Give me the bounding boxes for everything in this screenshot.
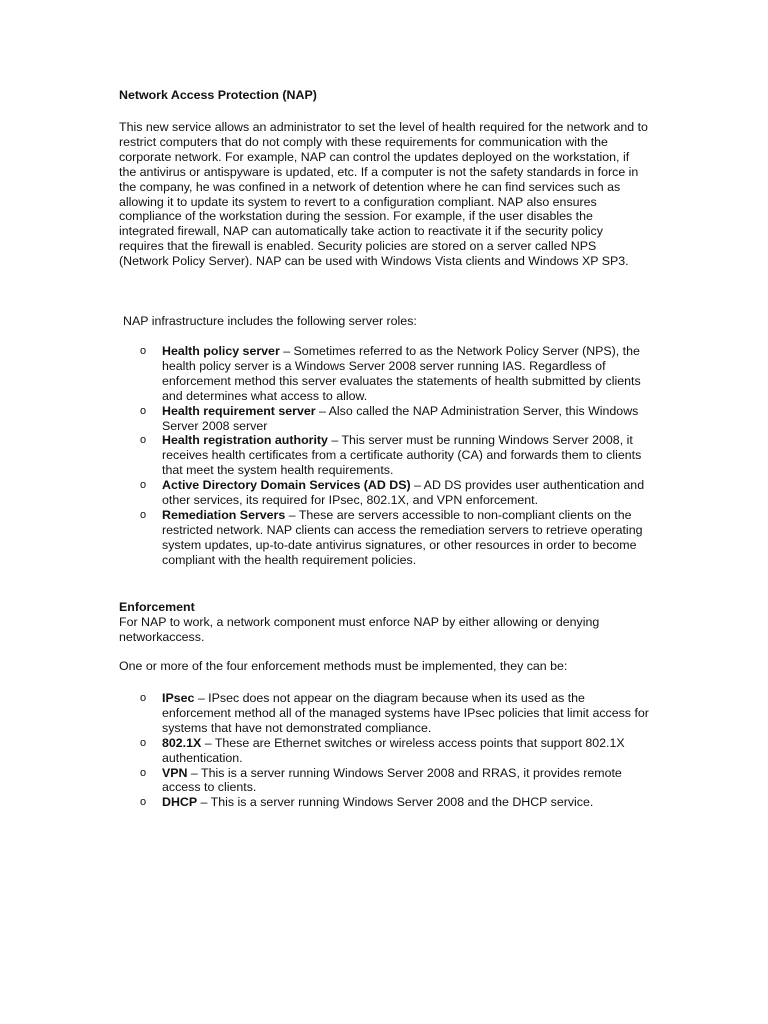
role-text: – This server must be running Windows Server 2008, it receives health certificates from a certificate authority (CA) and forwards them to clients that meet the system health requirements. (162, 433, 642, 478)
method-term: VPN (162, 765, 188, 780)
method-term: IPsec (162, 691, 195, 705)
method-text: – These are Ethernet switches or wireless access points that support 802.1X authentication. (162, 735, 625, 765)
list-item (140, 404, 650, 434)
method-text: – IPsec does not appear on the diagram because when its used as the enforcement method all of the managed systems have IPsec policies that limit access for systems that have not demonstrated compliance. (162, 691, 649, 735)
methods-intro: One or more of the four enforcement methods must be implemented, they can be: (119, 659, 568, 673)
list-item (140, 344, 650, 404)
role-text: – AD DS provides user authentication and other services, its required for IPsec, 802.1X, and VPN enforcement. (162, 478, 645, 508)
roles-intro: NAP infrastructure includes the following server roles: (123, 314, 417, 328)
method-text: – This is a server running Windows Server 2008 and the DHCP service. (197, 795, 594, 810)
list-item (140, 691, 650, 736)
role-text: – These are servers accessible to non-compliant clients on the restricted network. NAP clients can access the remediation servers to retrieve operating system updates, up-to-date antivirus signatures, or other resources in order to become compliant with the health requirement policies. (162, 507, 643, 567)
list-item (140, 795, 650, 810)
bullet-marker: o (140, 508, 147, 521)
bullet-marker: o (140, 404, 147, 417)
role-term: Active Directory Domain Services (AD DS) (162, 478, 411, 493)
bullet-marker: o (140, 796, 147, 809)
role-text: – Sometimes referred to as the Network Policy Server (NPS), the health policy server is a Windows Server 2008 server running IAS. Regardless of enforcement method this server evaluates the statements of health submitted by clients and determines what access to allow. (162, 344, 641, 403)
role-term: Health registration authority (162, 433, 328, 448)
list-item (140, 478, 650, 508)
role-text: – Also called the NAP Administration Server, this Windows Server 2008 server (162, 403, 639, 433)
method-text: – This is a server running Windows Server 2008 and RRAS, it provides remote access to clients. (162, 765, 622, 795)
bullet-marker: o (140, 766, 147, 779)
list-item (140, 766, 650, 796)
list-item (140, 433, 650, 478)
list-item (140, 736, 650, 766)
bullet-marker: o (140, 692, 147, 704)
role-term: Health policy server (162, 344, 280, 358)
bullet-marker: o (140, 345, 147, 357)
page-title: Network Access Protection (NAP) (119, 88, 317, 102)
enforcement-text: For NAP to work, a network component must enforce NAP by either allowing or denying networkaccess. (119, 615, 600, 644)
role-term: Remediation Servers (162, 507, 286, 522)
method-term: 802.1X (162, 735, 202, 750)
bullet-marker: o (140, 736, 147, 749)
method-term: DHCP (162, 795, 198, 810)
intro-paragraph: This new service allows an administrator to set the level of health required for the network and to restrict computers that do not comply with these requirements for communication with the corporate network. For example, NAP can control the updates deployed on the workstation, if the antivirus or antispyware is updated, etc. If a computer is not the safety standards in force in the company, he was confined in a network of detention where he can find services such as allowing it to update its system to revert to a configuration compliant. NAP also ensures compliance of the workstation during the session. For example, if the user disables the integrated firewall, NAP can automatically take action to reactivate it if the security policy requires that the firewall is enabled. Security policies are stored on a server called NPS (Network Policy Server). NAP can be used with Windows Vista clients and Windows XP SP3. (119, 120, 648, 269)
bullet-marker: o (140, 479, 147, 492)
bullet-marker: o (140, 434, 147, 447)
enforcement-heading: Enforcement (119, 600, 195, 614)
enforcement-methods-list (140, 691, 650, 810)
server-roles-list (140, 344, 650, 568)
list-item (140, 508, 650, 568)
role-term: Health requirement server (162, 403, 316, 418)
